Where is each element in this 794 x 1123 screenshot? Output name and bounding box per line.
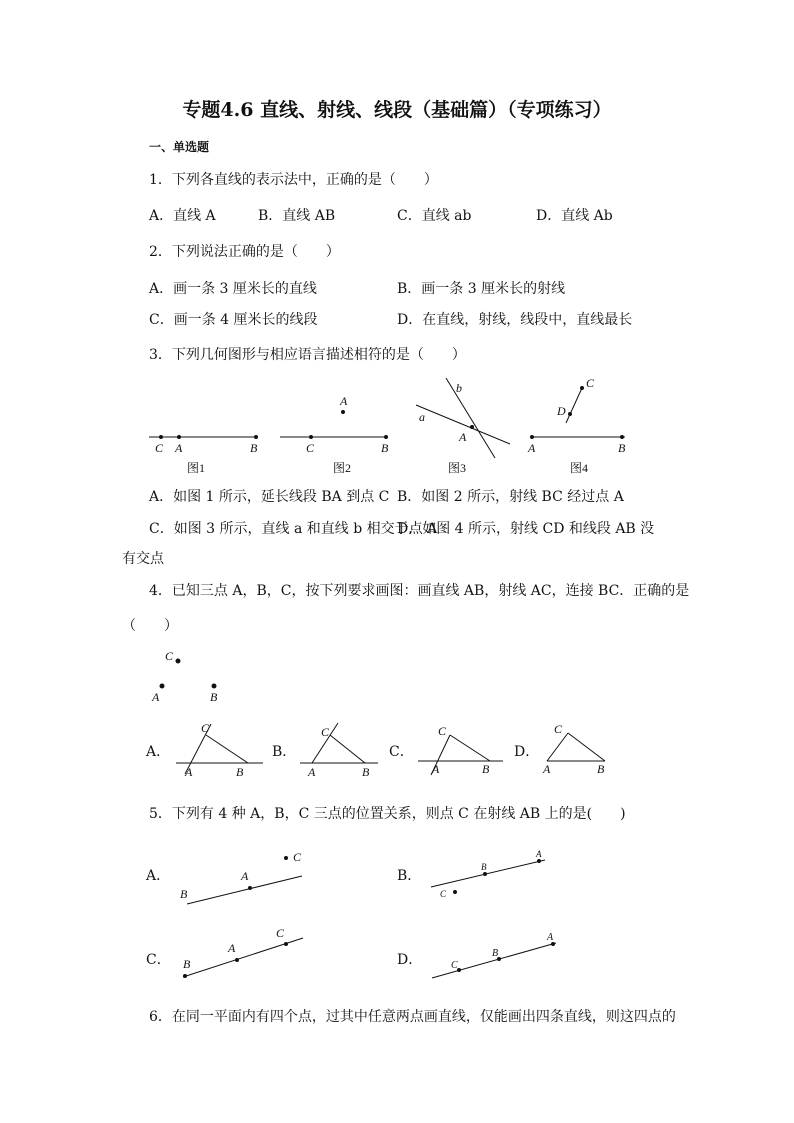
q5d-label-c: C xyxy=(451,960,458,971)
q4d-label-b: B xyxy=(597,762,605,776)
q5d-label-b: B xyxy=(492,948,499,959)
q1-option-c[interactable]: C．直线 ab xyxy=(397,208,472,224)
fig2-label-b: B xyxy=(381,441,389,455)
q2-option-b[interactable]: B．画一条 3 厘米长的射线 xyxy=(397,281,566,297)
q1-option-a[interactable]: A．直线 A xyxy=(149,208,216,224)
fig2-label-c: C xyxy=(306,441,315,455)
q4-option-a[interactable]: A． xyxy=(146,744,171,760)
q2-option-a[interactable]: A．画一条 3 厘米长的直线 xyxy=(149,281,317,297)
q5-option-c[interactable]: C． xyxy=(146,952,171,968)
fig4-label-b: B xyxy=(618,441,626,455)
q5-option-a-figure xyxy=(180,850,302,904)
q4a-label-a: A xyxy=(185,765,193,779)
fig1-caption: 图1 xyxy=(187,461,206,475)
q4-label-a: A xyxy=(152,690,160,704)
q2-option-d[interactable]: D．在直线，射线，线段中，直线最长 xyxy=(397,312,633,328)
q5b-label-b: B xyxy=(481,862,487,872)
q5-option-d-figure xyxy=(432,932,556,978)
q4b-label-c: C xyxy=(321,725,330,739)
q4-label-b: B xyxy=(210,690,218,704)
q4c-label-a: A xyxy=(432,762,440,776)
fig4-caption: 图4 xyxy=(570,461,589,475)
q1-option-b[interactable]: B．直线 AB xyxy=(258,208,336,224)
q4-option-b[interactable]: B． xyxy=(272,744,297,760)
page-title: 专题4.6 直线、射线、线段（基础篇）（专项练习） xyxy=(182,99,612,121)
fig4-label-a: A xyxy=(528,441,536,455)
q4c-label-c: C xyxy=(438,724,447,738)
q5-option-d[interactable]: D． xyxy=(397,952,423,968)
fig3-caption: 图3 xyxy=(448,461,467,475)
question-6-stem: 6．在同一平面内有四个点，过其中任意两点画直线，仅能画出四条直线，则这四点的 xyxy=(149,1009,676,1025)
fig1-label-a: A xyxy=(175,441,183,455)
q5a-label-c: C xyxy=(293,850,302,864)
q4a-label-c: C xyxy=(201,721,210,735)
fig3-label-a-line: a xyxy=(419,410,425,424)
q4b-label-b: B xyxy=(362,765,370,779)
question-3-stem: 3．下列几何图形与相应语言描述相符的是（ ） xyxy=(149,347,466,363)
q4c-label-b: B xyxy=(482,762,490,776)
q4d-label-a: A xyxy=(543,762,551,776)
q2-option-c[interactable]: C．画一条 4 厘米长的线段 xyxy=(149,312,318,328)
q3-option-d-cont: 有交点 xyxy=(122,551,164,567)
q4-option-c[interactable]: C． xyxy=(389,744,414,760)
question-5-stem: 5．下列有 4 种 A，B，C 三点的位置关系，则点 C 在射线 AB 上的是( ) xyxy=(149,806,626,822)
question-2-stem: 2．下列说法正确的是（ ） xyxy=(149,244,340,260)
q4-option-d[interactable]: D． xyxy=(514,744,540,760)
question-1-stem: 1．下列各直线的表示法中，正确的是（ ） xyxy=(149,172,438,188)
q3-option-b[interactable]: B．如图 2 所示，射线 BC 经过点 A xyxy=(397,489,624,505)
question-4-stem-cont: （ ） xyxy=(122,618,178,634)
q4d-label-c: C xyxy=(554,722,563,736)
q1-option-d[interactable]: D．直线 Ab xyxy=(536,208,613,224)
q5c-label-b: B xyxy=(183,957,191,971)
q5-option-c-figure xyxy=(183,926,303,978)
question-4-stem: 4．已知三点 A，B，C，按下列要求画图：画直线 AB，射线 AC，连接 BC．正确的是 xyxy=(149,583,690,599)
q5b-label-a: A xyxy=(536,849,542,859)
q5c-label-a: A xyxy=(228,941,236,955)
fig3-label-b: b xyxy=(456,381,462,395)
q5-option-a[interactable]: A． xyxy=(146,868,171,884)
fig3-label-a: A xyxy=(459,430,467,444)
q5b-label-c: C xyxy=(440,889,447,899)
q4a-label-b: B xyxy=(236,765,244,779)
q5a-label-b: B xyxy=(180,887,188,901)
q5a-label-a: A xyxy=(241,869,249,883)
fig1-label-b: B xyxy=(250,441,258,455)
fig1-label-c: C xyxy=(155,441,164,455)
q3-option-c[interactable]: C．如图 3 所示，直线 a 和直线 b 相交于点 A xyxy=(149,521,438,537)
fig4-label-c: C xyxy=(586,376,595,390)
fig2-caption: 图2 xyxy=(333,461,352,475)
q3-option-d[interactable]: D．如图 4 所示，射线 CD 和线段 AB 没 xyxy=(397,521,655,537)
q5d-label-a: A xyxy=(547,932,554,943)
q5-option-b[interactable]: B． xyxy=(397,868,422,884)
q5c-label-c: C xyxy=(276,926,285,940)
fig2-label-a: A xyxy=(340,394,348,408)
q4b-label-a: A xyxy=(308,765,316,779)
section-heading: 一、单选题 xyxy=(149,140,210,154)
q5-option-b-figure xyxy=(431,849,545,899)
q3-option-a[interactable]: A．如图 1 所示，延长线段 BA 到点 C xyxy=(149,489,390,505)
q4-label-c: C xyxy=(165,649,174,663)
fig4-label-d: D xyxy=(557,404,566,418)
